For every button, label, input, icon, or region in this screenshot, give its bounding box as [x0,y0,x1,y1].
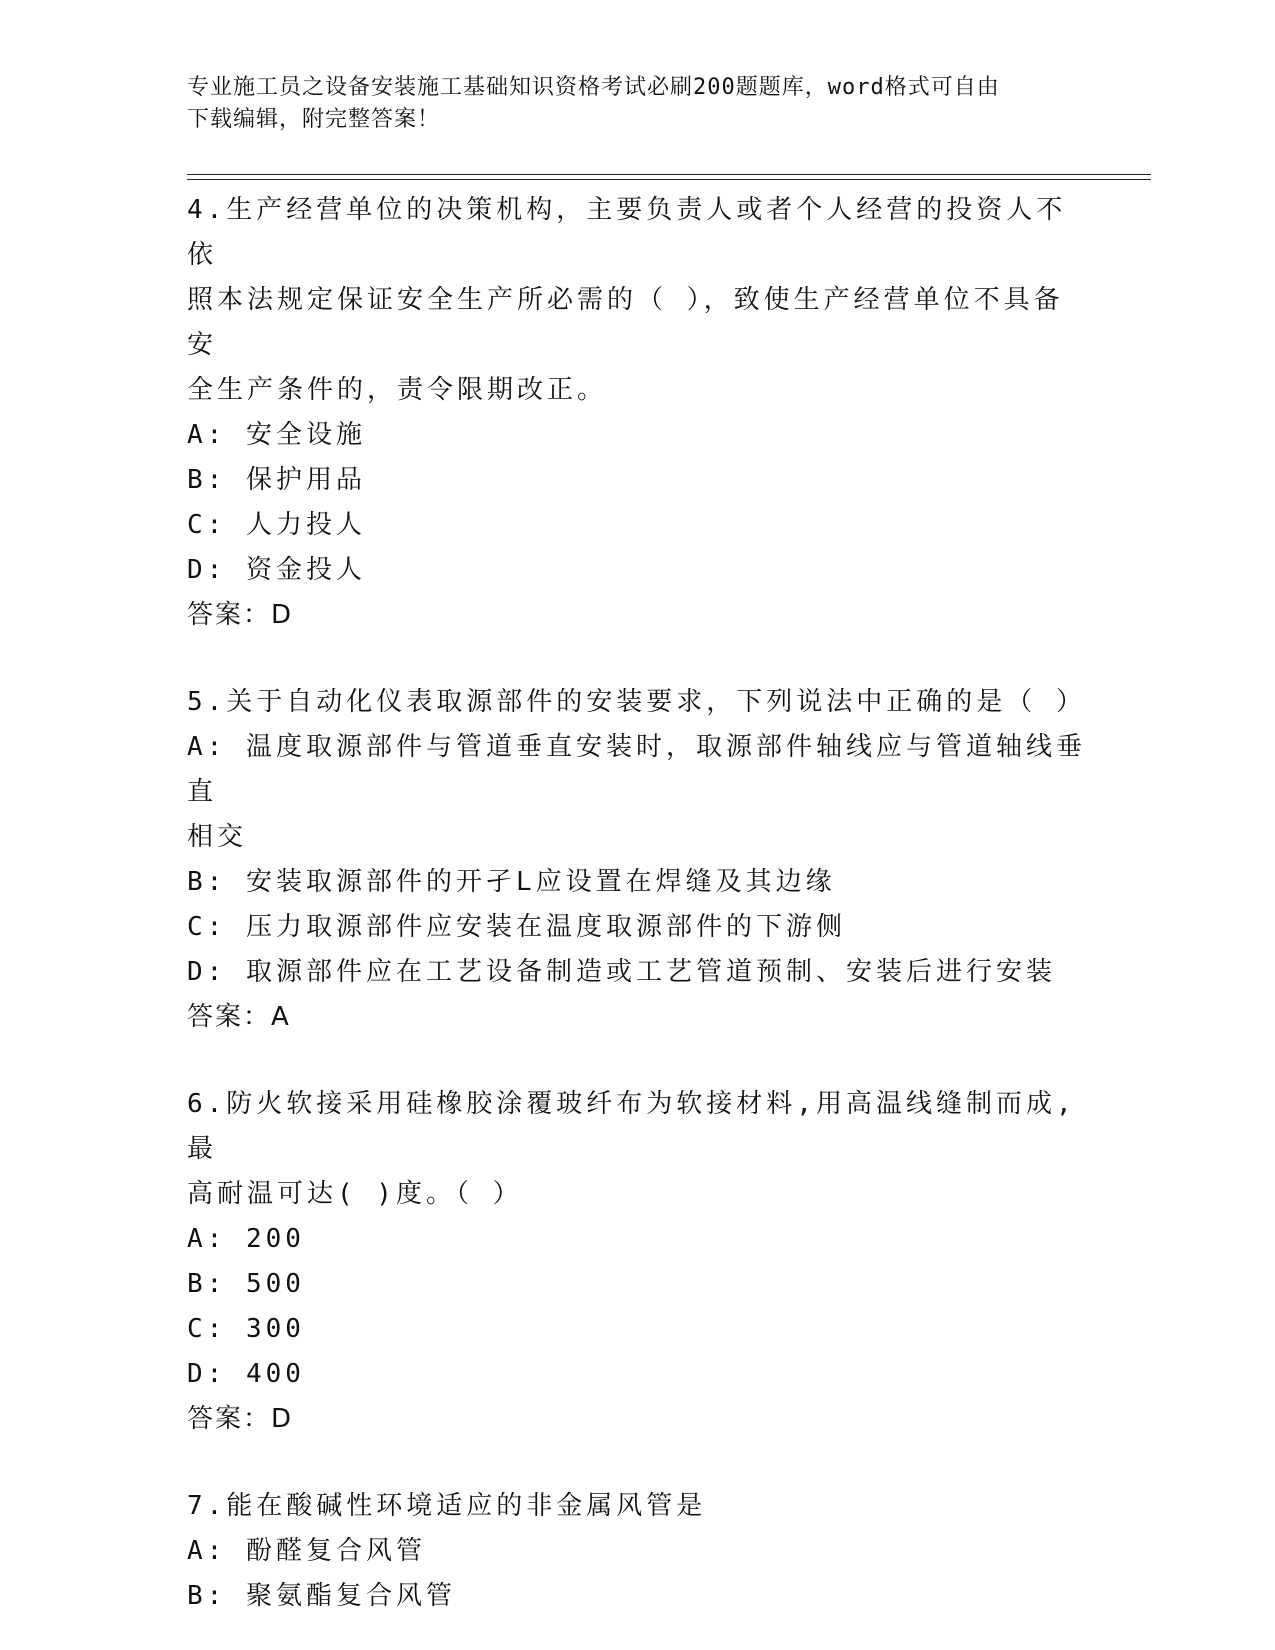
answer-line: 答案：A [187,1002,291,1032]
document-header [187,72,1067,136]
question-6 [187,1082,1087,1442]
question-7 [187,1484,1087,1619]
question-stem-line: 5.关于自动化仪表取源部件的安装要求，下列说法中正确的是（ ） [187,687,1086,717]
option-d: D: 取源部件应在工艺设备制造或工艺管道预制、安装后进行安装 [187,957,1056,987]
option-d: D: 400 [187,1359,305,1389]
question-spacer [187,1040,1087,1082]
option-c: C: 人力投人 [187,510,366,540]
header-line-1: 专业施工员之设备安装施工基础知识资格考试必刷200题题库，word格式可自由 [187,75,1000,100]
option-b: B: 保护用品 [187,465,366,495]
question-5 [187,680,1087,1040]
option-a: A: 安全设施 [187,420,366,450]
question-stem-line: 4.生产经营单位的决策机构，主要负责人或者个人经营的投资人不依 [187,195,1067,270]
option-a-continued: 相交 [187,822,248,852]
option-b: B: 500 [187,1269,305,1299]
question-stem-line: 高耐温可达( )度。（ ） [187,1179,523,1209]
option-a: A: 酚醛复合风管 [187,1536,426,1566]
question-spacer [187,638,1087,680]
question-spacer [187,1442,1087,1484]
option-c: C: 压力取源部件应安装在温度取源部件的下游侧 [187,912,846,942]
answer-line: 答案：D [187,1404,294,1434]
question-stem-line: 全生产条件的，责令限期改正。 [187,375,608,405]
question-stem-line: 照本法规定保证安全生产所必需的（ ），致使生产经营单位不具备安 [187,285,1064,360]
answer-line: 答案：D [187,600,294,630]
option-c: C: 300 [187,1314,305,1344]
option-b: B: 安装取源部件的开孑L应设置在焊缝及其边缘 [187,867,836,897]
question-4 [187,188,1087,638]
option-a: A: 温度取源部件与管道垂直安装时，取源部件轴线应与管道轴线垂直 [187,732,1086,807]
option-d: D: 资金投人 [187,555,366,585]
question-list [187,188,1087,1619]
question-stem-line: 6.防火软接采用硅橡胶涂覆玻纤布为软接材料,用高温线缝制而成,最 [187,1089,1076,1164]
option-a: A: 200 [187,1224,305,1254]
header-divider-top [187,174,1151,175]
header-divider-bottom [187,179,1151,180]
question-stem-line: 7.能在酸碱性环境适应的非金属风管是 [187,1491,707,1521]
header-line-2: 下载编辑，附完整答案！ [187,107,441,132]
option-b: B: 聚氨酯复合风管 [187,1581,456,1611]
